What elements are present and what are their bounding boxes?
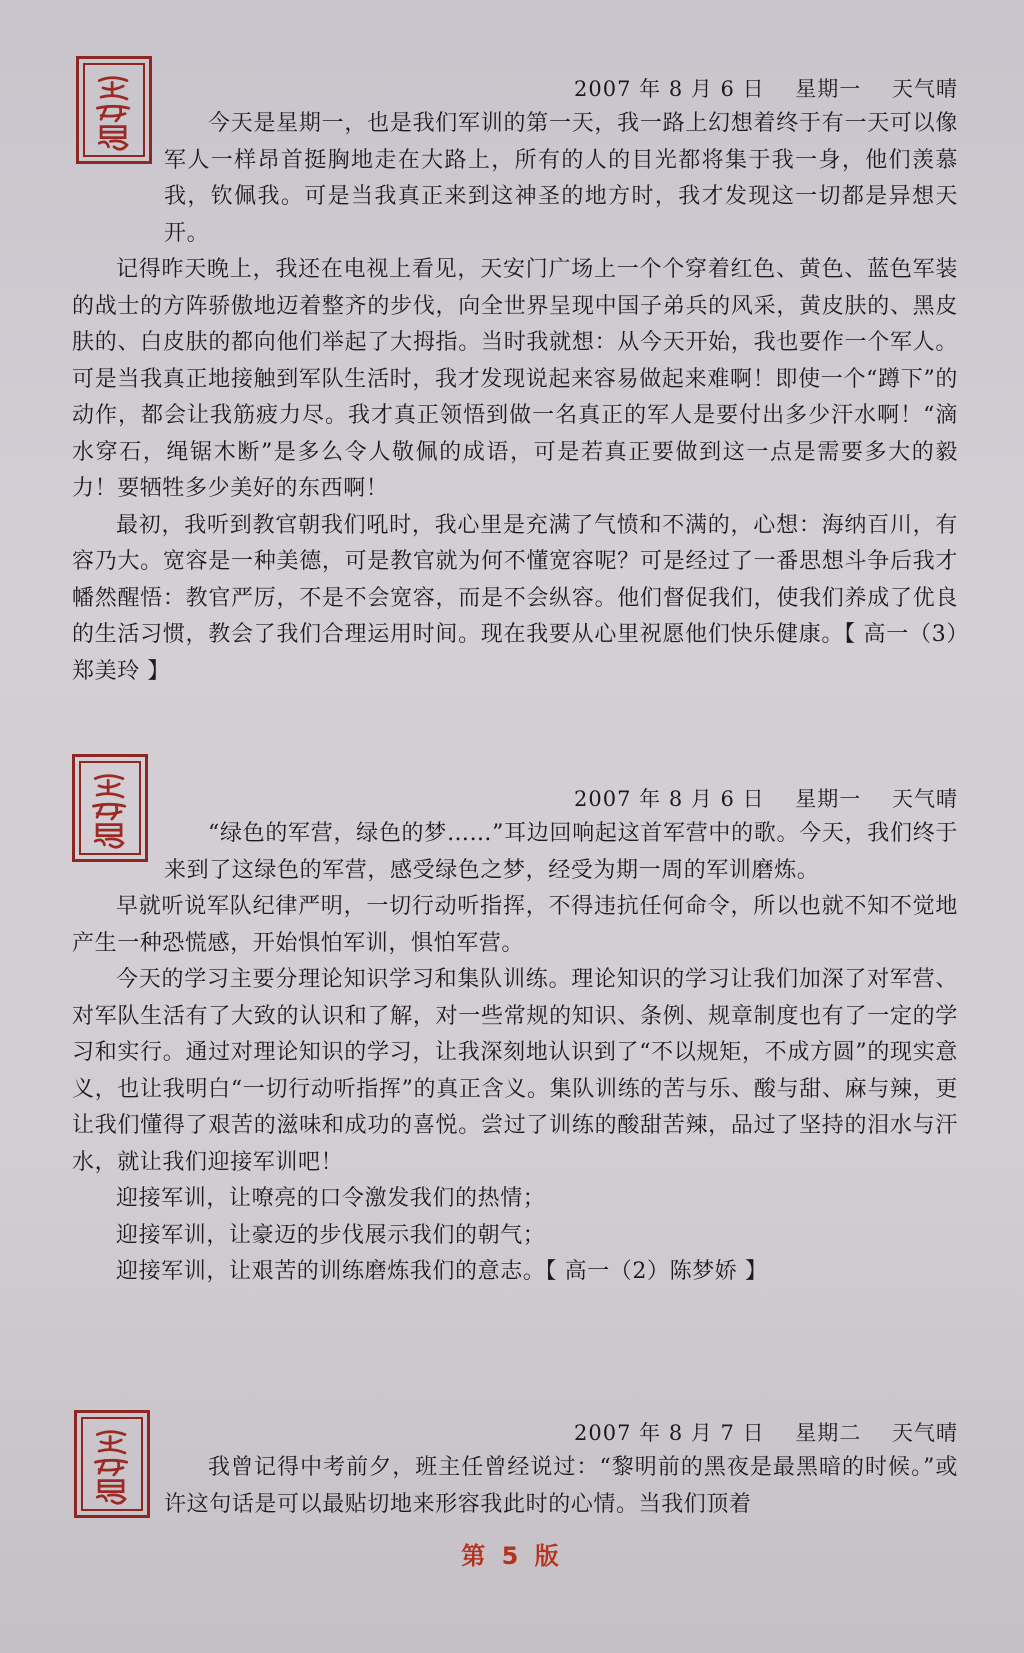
entry-paragraph: 迎接军训，让豪迈的步伐展示我们的朝气； <box>116 1222 546 1248</box>
entry-paragraph: “绿色的军营，绿色的梦……”耳边回响起这首军营中的歌。今天，我们终于来到了这绿色的军营，感受绿色之梦，经受为期一周的军训磨炼。 <box>164 821 958 883</box>
entry-paragraph: 今天是星期一，也是我们军训的第一天，我一路上幻想着终于有一天可以像军人一样昂首挺胸地走在大路上，所有的人的目光都将集于我一身，他们羡慕我，钦佩我。可是当我真正来到这神圣的地方时，我才发现这一切都是异想天开。 <box>164 111 958 246</box>
entry-paragraph: 早就听说军队纪律严明，一切行动听指挥，不得违抗任何命令，所以也就不知不觉地产生一种恐慌感，开始惧怕军训，惧怕军营。 <box>72 894 958 956</box>
entry-paragraph: 最初，我听到教官朝我们吼时，我心里是充满了气愤和不满的，心想：海纳百川，有容乃大。宽容是一种美德，可是教官就为何不懂宽容呢？可是经过了一番思想斗争后我才幡然醒悟：教官严厉，不是不会宽容，而是不会纵容。他们督促我们，使我们养成了优良的生活习惯，教会了我们合理运用时间。现在我要从心里祝愿他们快乐健康。【 高一（3）郑美玲 】 <box>72 512 958 684</box>
entry-date: 2007 年 8 月 6 日 星期一 天气晴 <box>574 787 958 811</box>
entry-paragraph: 今天的学习主要分理论知识学习和集队训练。理论知识的学习让我们加深了对军营、对军队生活有了大致的认识和了解，对一些常规的知识、条例、规章制度也有了一定的学习和实行。通过对理论知识的学习，让我深刻地认识到了“不以规矩，不成方圆”的现实意义，也让我明白“一切行动听指挥”的真正含义。集队训练的苦与乐、酸与甜、麻与辣，更让我们懂得了艰苦的滋味和成功的喜悦。尝过了训练的酸甜苦辣，品过了坚持的泪水与汗水，就让我们迎接军训吧！ <box>72 967 958 1175</box>
diary-entry-2 <box>72 782 958 1291</box>
entry-paragraph: 记得昨天晚上，我还在电视上看见，天安门广场上一个个穿着红色、黄色、蓝色军装的战士的方阵骄傲地迈着整齐的步伐，向全世界呈现中国子弟兵的风采，黄皮肤的、黑皮肤的、白皮肤的都向他们举起了大拇指。当时我就想：从今天开始，我也要作一个军人。可是当我真正地接触到军队生活时，我才发现说起来容易做起来难啊！即使一个“蹲下”的动作，都会让我筋疲力尽。我才真正领悟到做一名真正的军人是要付出多少汗水啊！“滴水穿石，绳锯木断”是多么令人敬佩的成语，可是若真正要做到这一点是需要多大的毅力！要牺牲多少美好的东西啊！ <box>72 257 958 501</box>
entry-paragraph: 我曾记得中考前夕，班主任曾经说过：“黎明前的黑夜是最黑暗的时候。”或许这句话是可以最贴切地来形容我此时的心情。当我们顶着 <box>164 1455 958 1517</box>
diary-entry-1 <box>72 72 958 690</box>
entry-intro <box>164 106 958 252</box>
entry-paragraph: 迎接军训，让艰苦的训练磨炼我们的意志。【 高一（2）陈梦娇 】 <box>116 1259 768 1284</box>
diary-entry-3 <box>72 1416 958 1523</box>
entry-date: 2007 年 8 月 7 日 星期二 天气晴 <box>574 1421 958 1445</box>
entry-date: 2007 年 8 月 6 日 星期一 天气晴 <box>574 77 958 101</box>
entry-paragraph: 迎接军训，让嘹亮的口令激发我们的热情； <box>116 1186 546 1211</box>
page-number: 第 5 版 <box>461 1542 563 1570</box>
